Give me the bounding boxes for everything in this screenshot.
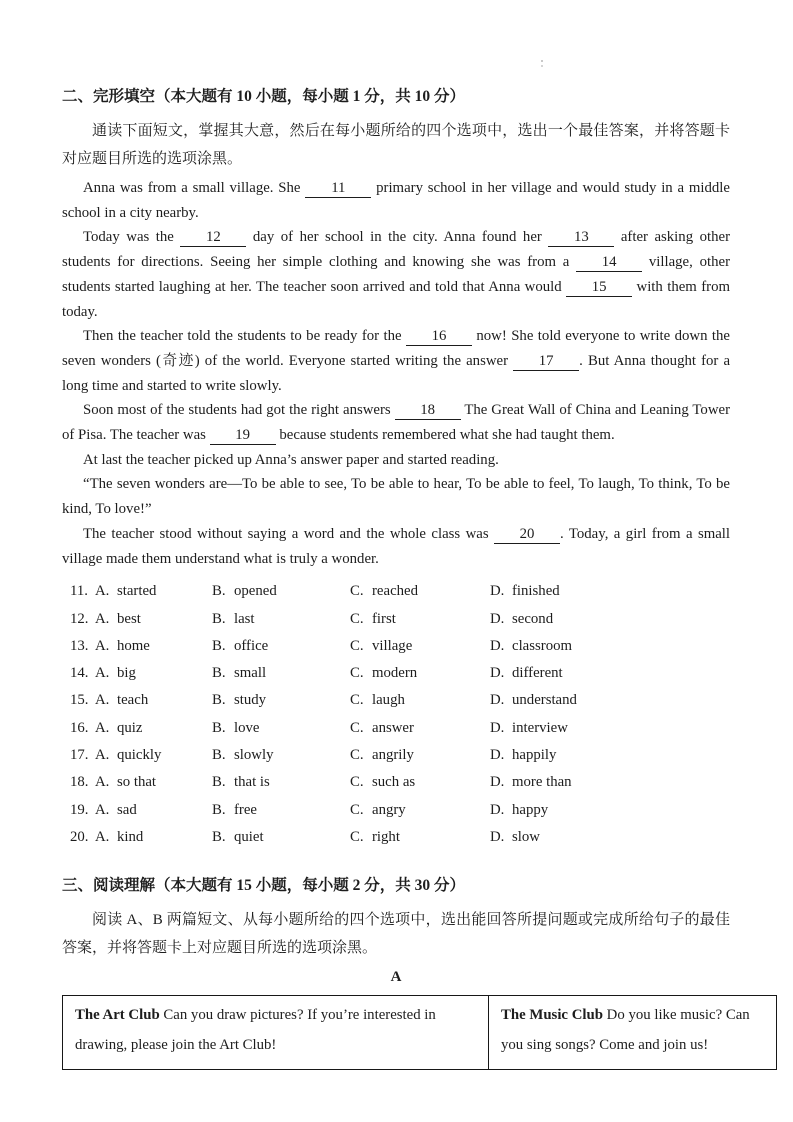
- cloze-blank-18: 18: [395, 402, 461, 420]
- option-D-q16: D. interview: [490, 715, 568, 742]
- passage-paragraph: Then the teacher told the students to be ready for the 16 now! She told everyone to write down the seven wonders (奇迹) of the world. Everyone started writing the answer 17 . But Anna thought for a long time and started to write slowly.: [62, 328, 731, 394]
- option-D-q14: D. different: [490, 660, 563, 687]
- reading-passage-label: A: [390, 969, 402, 986]
- option-letter: B.: [212, 747, 226, 764]
- option-B-q17: B. slowly: [212, 742, 273, 769]
- option-C-q14: C. modern: [350, 660, 417, 687]
- option-B-q13: B. office: [212, 633, 268, 660]
- cloze-blank-11: 11: [305, 180, 371, 198]
- option-letter: B.: [212, 828, 226, 845]
- option-B-q20: B. quiet: [212, 824, 264, 851]
- option-C-q11: C. reached: [350, 578, 418, 605]
- option-letter: B.: [212, 583, 226, 600]
- option-C-q18: C. such as: [350, 769, 415, 796]
- question-number: 16.: [70, 719, 89, 736]
- option-letter: C.: [350, 801, 364, 818]
- passage-paragraph: Soon most of the students had got the right answers 18 The Great Wall of China and Leaning Tower of Pisa. The teacher was 19 because students remembered what she had taught them.: [62, 402, 730, 444]
- option-B-q11: B. opened: [212, 578, 277, 605]
- cloze-instructions: 通读下面短文，掌握其大意，然后在每小题所给的四个选项中，选出一个最佳答案，并将答题卡对应题目所选的选项涂黑。: [62, 123, 730, 167]
- passage-paragraph: Today was the 12 day of her school in the city. Anna found her 13 after asking other students for directions. Seeing her simple clothing and knowing she was from a 14 village, other students started laughing at her. The teacher soon arrived and told that Anna would 15 with them from today.: [62, 229, 730, 320]
- question-number: 12.: [70, 610, 89, 627]
- question-row-20: [62, 824, 730, 851]
- option-A-q15: A. teach: [95, 687, 148, 714]
- option-B-q16: B. love: [212, 715, 259, 742]
- cloze-passage: [62, 176, 730, 571]
- club-title: The Art Club: [75, 1007, 164, 1024]
- question-number: 17.: [70, 747, 89, 764]
- question-row-18: [62, 769, 730, 796]
- question-number: 11.: [70, 583, 88, 600]
- club-title: The Music Club: [501, 1007, 607, 1024]
- passage-paragraph: The teacher stood without saying a word and the whole class was 20 . Today, a girl from a small village made them understand what is truly a wonder.: [62, 525, 730, 567]
- option-letter: B.: [212, 719, 226, 736]
- option-D-q20: D. slow: [490, 824, 540, 851]
- option-letter: D.: [490, 747, 505, 764]
- option-letter: A.: [95, 719, 110, 736]
- option-letter: A.: [95, 665, 110, 682]
- scan-artifact-mark: [541, 60, 543, 62]
- option-letter: D.: [490, 637, 505, 654]
- option-A-q19: A. sad: [95, 797, 137, 824]
- question-number: 13.: [70, 637, 89, 654]
- option-letter: D.: [490, 610, 505, 627]
- option-letter: C.: [350, 665, 364, 682]
- option-letter: A.: [95, 583, 110, 600]
- cloze-blank-15: 15: [566, 279, 632, 297]
- option-letter: B.: [212, 637, 226, 654]
- option-letter: D.: [490, 692, 505, 709]
- option-letter: A.: [95, 610, 110, 627]
- option-B-q14: B. small: [212, 660, 266, 687]
- option-C-q17: C. angrily: [350, 742, 414, 769]
- club-cell-art: The Art Club Can you draw pictures? If you’re interested in drawing, please join the Art Club!: [63, 996, 489, 1070]
- option-D-q19: D. happy: [490, 797, 548, 824]
- option-letter: D.: [490, 583, 505, 600]
- question-row-16: [62, 715, 730, 742]
- option-A-q12: A. best: [95, 606, 141, 633]
- option-A-q17: A. quickly: [95, 742, 161, 769]
- option-A-q18: A. so that: [95, 769, 156, 796]
- option-letter: D.: [490, 719, 505, 736]
- option-letter: A.: [95, 801, 110, 818]
- cloze-blank-13: 13: [548, 229, 614, 247]
- option-D-q11: D. finished: [490, 578, 560, 605]
- option-B-q12: B. last: [212, 606, 255, 633]
- option-A-q16: A. quiz: [95, 715, 142, 742]
- option-C-q16: C. answer: [350, 715, 414, 742]
- clubs-table-row: [63, 996, 777, 1070]
- option-D-q15: D. understand: [490, 687, 577, 714]
- question-number: 15.: [70, 692, 89, 709]
- question-row-13: [62, 633, 730, 660]
- option-C-q19: C. angry: [350, 797, 406, 824]
- option-letter: B.: [212, 692, 226, 709]
- option-letter: C.: [350, 719, 364, 736]
- passage-paragraph: “The seven wonders are—To be able to see, To be able to hear, To be able to feel, To laugh, To think, To be kind, To love!”: [62, 476, 730, 518]
- option-letter: A.: [95, 747, 110, 764]
- question-row-15: [62, 687, 730, 714]
- option-D-q12: D. second: [490, 606, 553, 633]
- option-letter: C.: [350, 692, 364, 709]
- option-A-q13: A. home: [95, 633, 150, 660]
- option-letter: D.: [490, 774, 505, 791]
- reading-section-heading: 三、阅读理解（本大题有 15 小题，每小题 2 分，共 30 分）: [62, 877, 466, 895]
- cloze-blank-16: 16: [406, 328, 472, 346]
- question-number: 20.: [70, 828, 89, 845]
- option-A-q14: A. big: [95, 660, 136, 687]
- reading-instructions: 阅读 A、B 两篇短文、从每小题所给的四个选项中，选出能回答所提问题或完成所给句子的最佳答案，并将答题卡上对应题目所选的选项涂黑。: [62, 912, 730, 957]
- option-letter: C.: [350, 774, 364, 791]
- option-letter: C.: [350, 637, 364, 654]
- option-letter: A.: [95, 692, 110, 709]
- cloze-options-list: [62, 578, 730, 851]
- option-A-q20: A. kind: [95, 824, 143, 851]
- question-row-11: [62, 578, 730, 605]
- option-C-q20: C. right: [350, 824, 400, 851]
- option-letter: D.: [490, 665, 505, 682]
- option-C-q15: C. laugh: [350, 687, 405, 714]
- option-C-q13: C. village: [350, 633, 412, 660]
- cloze-blank-12: 12: [180, 229, 246, 247]
- option-A-q11: A. started: [95, 578, 156, 605]
- question-row-12: [62, 606, 730, 633]
- clubs-table: [62, 995, 777, 1070]
- question-number: 18.: [70, 774, 89, 791]
- option-B-q18: B. that is: [212, 769, 270, 796]
- option-letter: B.: [212, 801, 226, 818]
- cloze-blank-20: 20: [494, 526, 560, 544]
- option-letter: A.: [95, 774, 110, 791]
- option-B-q19: B. free: [212, 797, 257, 824]
- option-letter: B.: [212, 610, 226, 627]
- cloze-blank-14: 14: [576, 254, 642, 272]
- option-letter: C.: [350, 583, 364, 600]
- passage-paragraph: At last the teacher picked up Anna’s answer paper and started reading.: [83, 451, 499, 468]
- option-letter: A.: [95, 828, 110, 845]
- option-B-q15: B. study: [212, 687, 266, 714]
- question-row-19: [62, 797, 730, 824]
- option-C-q12: C. first: [350, 606, 396, 633]
- passage-paragraph: Anna was from a small village. She 11 primary school in her village and would study in a middle school in a city nearby.: [62, 180, 730, 221]
- club-cell-music: The Music Club Do you like music? Can you sing songs? Come and join us!: [489, 996, 777, 1070]
- option-letter: C.: [350, 610, 364, 627]
- option-letter: B.: [212, 774, 226, 791]
- question-number: 14.: [70, 665, 89, 682]
- option-letter: D.: [490, 801, 505, 818]
- option-letter: A.: [95, 637, 110, 654]
- option-letter: B.: [212, 665, 226, 682]
- option-letter: D.: [490, 828, 505, 845]
- cloze-blank-19: 19: [210, 427, 276, 445]
- option-D-q13: D. classroom: [490, 633, 572, 660]
- option-D-q18: D. more than: [490, 769, 572, 796]
- section-reading: [62, 875, 750, 1070]
- cloze-blank-17: 17: [513, 353, 579, 371]
- cloze-section-heading: 二、完形填空（本大题有 10 小题，每小题 1 分，共 10 分）: [62, 88, 466, 105]
- question-number: 19.: [70, 801, 89, 818]
- option-letter: C.: [350, 828, 364, 845]
- question-row-14: [62, 660, 730, 687]
- question-row-17: [62, 742, 730, 769]
- section-cloze: [62, 86, 730, 851]
- option-D-q17: D. happily: [490, 742, 556, 769]
- option-letter: C.: [350, 747, 364, 764]
